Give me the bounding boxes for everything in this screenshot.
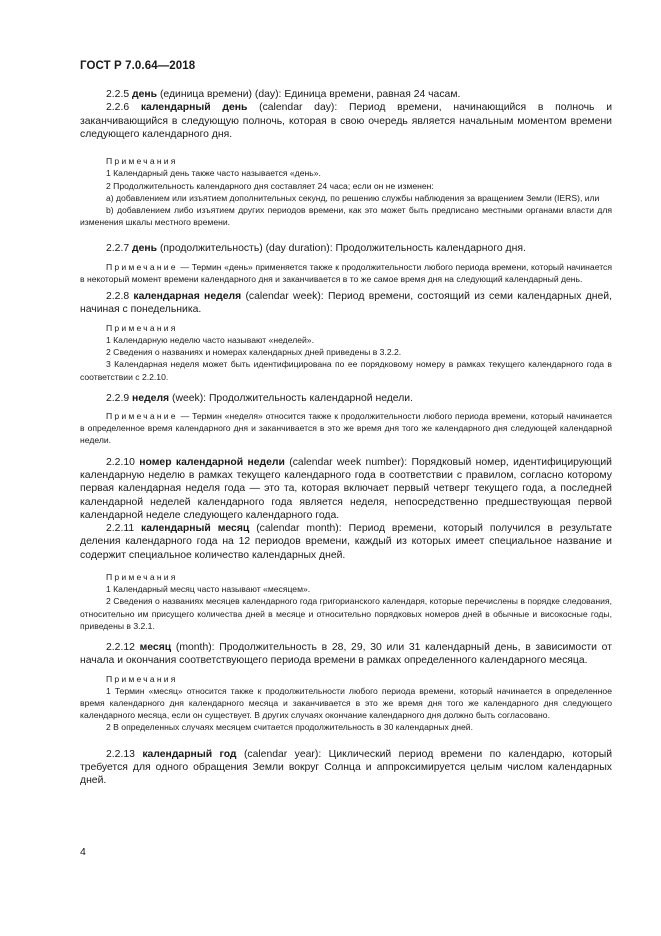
note-single: [80, 261, 612, 285]
note-item: 2 Сведения о названиях и номерах календарных дней приведены в 3.2.2.: [106, 347, 402, 358]
term-definition: (week): Продолжительность календарной недели.: [169, 392, 413, 404]
clause-number: 2.2.6: [106, 102, 130, 114]
note-item: a) добавлением или изъятием дополнительных секунд, по решению службы наблюдения за вращением Земли (IERS), или: [106, 192, 600, 203]
clause-number: 2.2.7: [106, 243, 130, 255]
term-definition: (calendar week): Период времени, состоящий из семи календарных дней, начиная с понедельника.: [80, 291, 612, 316]
clause-number: 2.2.9: [106, 392, 130, 404]
notes-heading: Примечания: [106, 322, 178, 333]
notes-heading: Примечания: [106, 673, 178, 684]
term-2-2-10: [80, 456, 612, 522]
note-single: [80, 410, 612, 447]
term-2-2-13: [80, 748, 612, 788]
term-name: номер календарной недели: [139, 456, 285, 468]
note-item: 1 Календарную неделю часто называют «неделей».: [106, 334, 314, 345]
term-2-2-9: [80, 392, 612, 405]
term-name: календарный день: [140, 102, 248, 114]
note-item: 2 В определенных случаях месяцем считается продолжительность в 30 календарных дней.: [106, 722, 473, 733]
term-name: день: [132, 243, 158, 255]
note-item: b) добавлением либо изъятием других периодов времени, как это может быть предписано местными органами власти для изменения шкалы местного времени.: [80, 205, 612, 228]
term-name: месяц: [139, 642, 172, 654]
note-item: 2 Продолжительность календарного дня составляет 24 часа; если он не изменен:: [106, 180, 434, 191]
note-item: 1 Термин «месяц» относится также к продолжительности любого периода времени, который начинается в определенное время календарного дня календарного месяца и заканчивается в это же время дня того же календарного дня следующего календарного месяца, если он существует. В других случаях окончание календарного дня должно быть согласовано.: [80, 685, 612, 721]
term-name: календарный год: [142, 748, 237, 760]
term-2-2-12: [80, 641, 612, 668]
note-text: — Термин «день» применяется также к продолжительности любого периода времени, который начинается в некоторый момент времени календарного дня и заканчивается в то же самое время дня на следующий календарный день.: [80, 261, 612, 284]
term-definition: (продолжительность) (day duration): Продолжительность календарного дня.: [157, 243, 526, 255]
term-name: календарный месяц: [141, 523, 250, 535]
note-item: 1 Календарный день также часто называется «день».: [106, 168, 321, 179]
term-definition: (calendar week number): Порядковый номер, идентифицирующий календарную неделю в рамках текущего календарного года в соответствии с правилом, согласно которому первая календарная неделя года — это та, которая включает первый четверг текущего года, а последней календарной неделей календарного года является неделя, непосредственно предшествующая первой календарной неделе следующего календарного года.: [80, 456, 612, 521]
term-name: день: [132, 89, 158, 100]
note-label: Примечание: [106, 261, 178, 272]
clause-number: 2.2.12: [106, 642, 135, 654]
note-text: — Термин «неделя» относится также к продолжительности любого периода времени, который начинается в определенное время календарного дня и заканчивается в это же время дня того же календарного дня следующей календарной недели.: [80, 411, 612, 446]
page-number: 4: [80, 846, 86, 858]
note-label: Примечание: [106, 411, 178, 422]
notes-heading: Примечания: [106, 156, 178, 167]
note-item: 2 Сведения о названиях месяцев календарного года григорианского календаря, которые перечислены в порядке следования, относительно им присущего количества дней в месяце и относительно порядковых номеров дней в обычные и високосные годы, приведены в 3.2.1.: [80, 596, 612, 631]
term-definition: (month): Продолжительность в 28, 29, 30 или 31 календарный день, в зависимости от начала и окончания соответствующего периода времени в рамках определенного календарного месяца.: [80, 642, 612, 667]
term-name: неделя: [132, 392, 170, 404]
term-2-2-6: [80, 101, 612, 141]
clause-number: 2.2.10: [106, 456, 135, 468]
term-definition: (calendar day): Период времени, начинающийся в полночь и заканчивающийся в следующую полночь, которая в свою очередь является начальным моментом времени следующего календарного дня.: [80, 102, 612, 140]
term-definition: (calendar month): Период времени, который получился в результате деления календарного года на 12 периодов времени, каждый из которых имеет специальное название и содержит специальное количество календарных дней.: [80, 523, 612, 561]
clause-number: 2.2.5: [106, 89, 130, 100]
term-definition: (единица времени) (day): Единица времени, равная 24 часам.: [157, 89, 461, 100]
term-2-2-11: [80, 522, 612, 562]
clause-number: 2.2.11: [106, 523, 135, 535]
term-definition: (calendar year): Циклический период времени по календарю, который требуется для одного обращения Земли вокруг Солнца и аппроксимируется целым числом календарных дней.: [80, 748, 613, 787]
notes-heading: Примечания: [106, 572, 178, 582]
term-2-2-5: [80, 88, 612, 101]
note-item: 3 Календарная неделя может быть идентифицирована по ее порядковому номеру в рамках текущего календарного года в соответствии с 2.2.10.: [80, 359, 612, 382]
clause-number: 2.2.8: [106, 291, 130, 303]
term-name: календарная неделя: [133, 291, 242, 303]
document-body: [80, 88, 612, 788]
term-2-2-8: [80, 290, 612, 317]
clause-number: 2.2.13: [106, 748, 135, 760]
document-header: ГОСТ Р 7.0.64—2018: [80, 60, 196, 72]
term-2-2-7: [80, 242, 612, 255]
note-item: 1 Календарный месяц часто называют «месяцем».: [106, 584, 311, 595]
